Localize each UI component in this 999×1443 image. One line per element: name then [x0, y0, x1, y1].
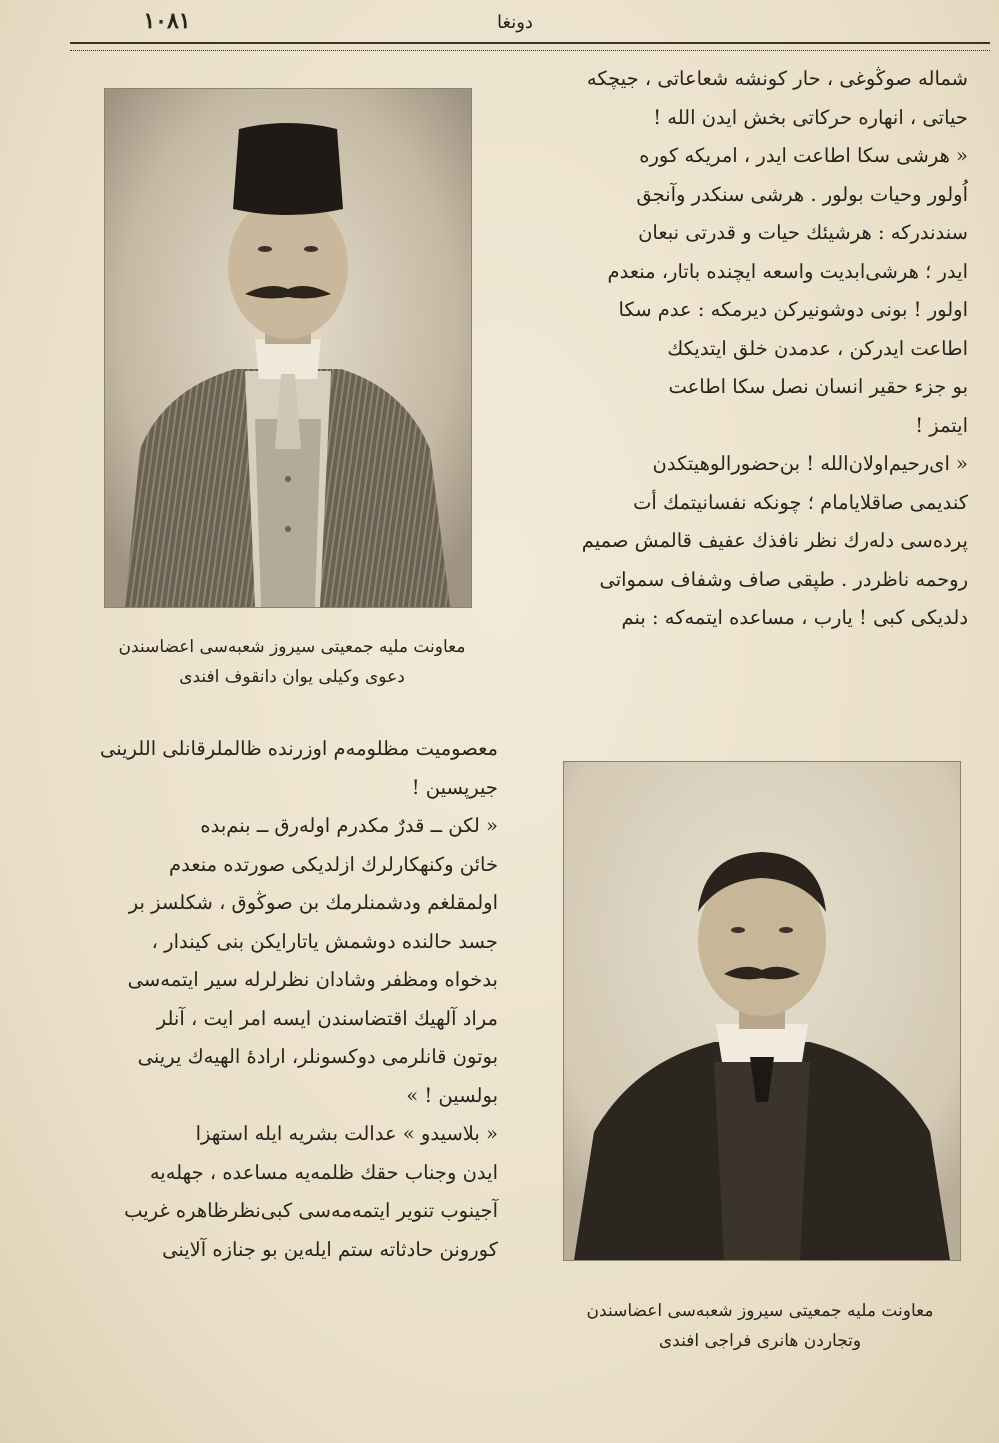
text-line: آجينوب تنوير ايتمه‌مه‌سى كبى‌نظرظاهره غريب — [124, 1199, 498, 1222]
portrait-bareheaded-illustration — [564, 762, 960, 1260]
text-line: « بلاسيدو » عدالت بشريه ايله استهزا — [195, 1122, 498, 1145]
portrait-fez-illustration — [105, 89, 471, 607]
portrait-photo-bareheaded — [563, 761, 961, 1261]
text-line: ايدر ؛ هرشى‌ابديت واسعه ايچنده باتار، منعدم — [607, 259, 968, 283]
running-title: دونغا — [497, 12, 533, 33]
text-line: حياتى ، انهاره حركاتى بخش ايدن الله ! — [653, 105, 968, 129]
text-line: جسد حالنده دوشمش ياتارايكن بنى كيندار ، — [151, 929, 498, 953]
text-line: اُولور وحيات بولور . هرشى سنكدر وآنجق — [636, 182, 968, 206]
caption-line: معاونت مليه جمعيتى سيروز شعبه‌سى اعضاسندن — [586, 1301, 934, 1321]
text-line: شماله صوڭوغى ، حار كونشه شعاعاتى ، جيچكه — [586, 67, 968, 90]
text-line: « هرشى سكا اطاعت ايدر ، امريكه كوره — [639, 144, 968, 167]
text-line: جيرپسين ! — [411, 775, 498, 799]
header-rule — [70, 42, 990, 51]
text-line: بولسين ! » — [406, 1083, 498, 1107]
text-line: ايتمز ! — [915, 413, 968, 437]
text-line: « لكن ــ قدرٌ مكدرم اوله‌رق ــ بنم‌بده — [200, 814, 498, 837]
page-number: ١٠٨١ — [143, 8, 191, 34]
text-line: اطاعت ايدركن ، عدمدن خلق ايتديكك — [667, 336, 968, 360]
text-line: « اى‌رحيم‌اولان‌الله ! بن‌حضورالوهيتكدن — [652, 452, 968, 475]
text-line: اولور ! بونى دوشونيركن ديرمكه : عدم سكا — [618, 298, 968, 321]
portrait-photo-fez — [104, 88, 472, 608]
left-column-text — [78, 730, 498, 1269]
text-line: روحمه ناظردر . طپقى صاف وشفاف سمواتى — [599, 567, 968, 591]
text-line: كنديمى صاقلايامام ؛ چونكه نفسانيتمك أت — [633, 490, 968, 514]
text-line: بوتون قانلرمى دوكسونلر، ارادهٔ الهيه‌ك يرينى — [137, 1045, 498, 1068]
text-line: اولمقلغم ودشمنلرمك بن صوڭوق ، شكلسز بر — [128, 891, 498, 914]
photo-caption-bottom — [540, 1296, 980, 1356]
text-line: معصوميت مظلومه‌م اوزرنده ظالملرقانلى اللرينى — [99, 737, 498, 760]
text-line: بدخواه ومظفر وشادان نظرلرله سير ايتمه‌سى — [127, 968, 498, 991]
text-line: كورونن حادثاته ستم ايله‌ين بو جنازه آلاينى — [162, 1237, 498, 1261]
caption-line: معاونت مليه جمعيتى سيروز شعبه‌سى اعضاسندن — [118, 637, 466, 657]
text-line: ايدن وجناب حقك ظلمه‌يه مساعده ، جهله‌يه — [149, 1160, 498, 1184]
caption-line: وتجاردن هانرى فراجى افندى — [658, 1331, 862, 1351]
text-line: مراد آلهيك اقتضاسندن ايسه امر ايت ، آنلر — [156, 1006, 498, 1030]
text-line: سندندركه : هرشيئك حيات و قدرتى نبعان — [638, 221, 968, 244]
text-line: بو جزء حقير انسان نصل سكا اطاعت — [668, 375, 968, 398]
photo-caption-top — [82, 632, 502, 692]
text-line: خائن وكنهكارلرك ازلديكى صورتده منعدم — [169, 852, 498, 876]
text-line: پرده‌سى دله‌رك نظر نافذك عفيف قالمش صميم — [581, 529, 968, 552]
caption-line: دعوى وكيلى يوان دانقوف افندى — [179, 667, 405, 687]
right-column-text — [536, 60, 968, 638]
text-line: دلديكى كبى ! يارب ، مساعده ايتمه‌كه : بنم — [621, 606, 968, 629]
